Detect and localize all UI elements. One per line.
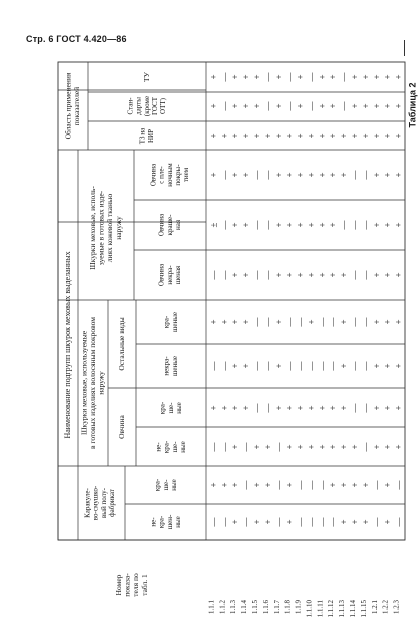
row-number: 1.1.13 (338, 600, 347, 618)
header-inside-film: покры- (173, 164, 182, 186)
cell-mark: — (252, 170, 262, 180)
cell-mark: — (262, 361, 273, 371)
cell-mark: + (208, 482, 219, 488)
cell-mark: + (219, 133, 230, 139)
cell-mark: + (393, 222, 404, 228)
cell-mark: + (328, 222, 339, 228)
cell-mark: + (284, 482, 295, 488)
cell-mark: — (208, 517, 219, 527)
header-number: показа- (122, 573, 132, 597)
cell-mark: — (252, 220, 262, 230)
cell-mark: — (262, 101, 273, 111)
header-ovchina-painted: ше- (166, 402, 175, 414)
row-number: 1.1.5 (251, 600, 259, 614)
cell-mark: + (328, 103, 339, 109)
cell-mark: + (252, 482, 262, 488)
cell-mark: + (306, 444, 317, 450)
header-number: теля по (131, 573, 141, 597)
cell-mark: + (295, 405, 306, 411)
cell-mark: + (273, 405, 284, 411)
cell-mark: — (350, 220, 360, 230)
cell-mark: — (219, 170, 230, 180)
cell-mark: + (339, 363, 350, 369)
cell-mark: + (262, 444, 273, 450)
cell-mark: + (328, 272, 339, 278)
cell-mark: + (230, 482, 241, 488)
cell-mark: + (371, 172, 382, 178)
cell-mark: + (295, 222, 306, 228)
cell-mark: + (284, 272, 295, 278)
cell-mark: + (241, 363, 252, 369)
page-header: Стр. 6 ГОСТ 4.420—86 (26, 34, 127, 44)
cell-mark: — (350, 270, 360, 280)
cell-mark: + (273, 133, 284, 139)
row-number: 1.1.4 (240, 600, 249, 614)
cell-mark: + (219, 319, 230, 325)
header-karakul-painted: кра- (153, 478, 162, 492)
cell-mark: + (219, 482, 230, 488)
cell-mark: — (252, 270, 262, 280)
cell-mark: + (360, 74, 371, 80)
cell-mark: — (360, 317, 371, 327)
cell-mark: — (219, 270, 230, 280)
cell-mark: — (262, 220, 273, 230)
cell-mark: — (306, 101, 317, 111)
cell-mark: + (339, 172, 350, 178)
cell-mark: + (393, 133, 404, 139)
row-number: 1.1.9 (294, 600, 303, 614)
header-karakul-unpainted: не- (149, 517, 158, 527)
cell-mark: + (219, 405, 230, 411)
header-ovchina-painted: кра- (158, 401, 167, 415)
cell-mark: — (360, 220, 371, 230)
cell-mark: — (317, 317, 328, 327)
cell-mark: + (317, 133, 328, 139)
cell-mark: + (241, 319, 252, 325)
cell-mark: + (317, 444, 328, 450)
cell-mark: + (284, 172, 295, 178)
cell-mark: + (306, 172, 317, 178)
cell-mark: + (393, 444, 404, 450)
cell-mark: + (339, 519, 350, 525)
header-inside: лиях кожевой тканью (105, 193, 115, 263)
cell-mark: + (371, 222, 382, 228)
header-area: показателей (72, 86, 82, 126)
cell-mark: + (317, 172, 328, 178)
cell-mark: — (328, 517, 339, 527)
cell-mark: — (328, 361, 339, 371)
cell-mark: + (295, 272, 306, 278)
cell-mark: — (350, 403, 360, 413)
row-number: 1.1.7 (272, 600, 281, 614)
header-other-unpainted: некра- (162, 356, 171, 376)
cell-mark: — (317, 517, 328, 527)
cell-mark: + (371, 444, 382, 450)
cell-mark: + (350, 482, 360, 488)
header-area-standards: ГОСТ (150, 97, 159, 115)
header-area-standards: Стан- (126, 97, 135, 115)
cell-mark: — (295, 480, 306, 490)
cell-mark: + (241, 272, 252, 278)
cell-mark: — (273, 442, 284, 452)
row-number: 1.1.15 (359, 600, 368, 618)
header-area-standards: ОТТ) (158, 98, 167, 114)
cell-mark: + (230, 133, 241, 139)
cell-mark: + (230, 74, 241, 80)
cell-mark: + (339, 272, 350, 278)
header-inside-film: ночным (165, 163, 174, 187)
cell-mark: + (382, 519, 393, 525)
cell-mark: — (360, 270, 371, 280)
cell-mark: — (371, 517, 382, 527)
cell-mark: — (208, 361, 219, 371)
cell-mark: + (230, 363, 241, 369)
header-area-standards: дарты (134, 97, 143, 115)
cell-mark: + (273, 363, 284, 369)
cell-mark: — (317, 361, 328, 371)
header-area-standards: (кроме (142, 95, 151, 117)
cell-mark: — (273, 480, 284, 490)
header-other-painted: шеные (170, 311, 179, 333)
header-inside: наружу (113, 216, 123, 240)
cell-mark: + (371, 74, 382, 80)
cell-mark: — (262, 72, 273, 82)
header-inside-film: тием (181, 167, 190, 183)
cell-mark: + (350, 74, 360, 80)
cell-mark: + (241, 172, 252, 178)
cell-mark: + (284, 133, 295, 139)
cell-mark: + (393, 272, 404, 278)
cell-mark: + (230, 319, 241, 325)
cell-mark: — (306, 480, 317, 490)
cell-mark: + (306, 272, 317, 278)
cell-mark: + (382, 74, 393, 80)
row-number: 1.1.1 (207, 600, 216, 614)
header-karakul-unpainted: шен- (165, 514, 174, 530)
cell-mark: + (339, 405, 350, 411)
cell-mark: — (360, 442, 371, 452)
cell-mark: + (317, 222, 328, 228)
cell-mark: + (284, 405, 295, 411)
cell-mark: + (371, 103, 382, 109)
header-karakul: Каракуле- (83, 488, 92, 518)
cell-mark: + (393, 363, 404, 369)
cell-mark: + (382, 319, 393, 325)
cell-mark: + (252, 444, 262, 450)
row-number: 1.1.2 (218, 600, 227, 614)
cell-mark: — (284, 361, 295, 371)
cell-mark: + (295, 103, 306, 109)
header-group-naming: Наименование подгрупп шкурок меховых выделанных (63, 251, 73, 439)
cell-mark: + (360, 133, 371, 139)
cell-mark: — (393, 517, 404, 527)
cell-mark: + (295, 444, 306, 450)
cell-mark: + (371, 363, 382, 369)
header-inside: зуемые в готовых изде- (96, 190, 106, 266)
cell-mark: + (230, 103, 241, 109)
cell-mark: + (273, 319, 284, 325)
cell-mark: + (371, 319, 382, 325)
row-number: 1.2.1 (370, 600, 379, 614)
cell-mark: + (393, 405, 404, 411)
header-inside-painted: краше- (165, 214, 174, 236)
cell-mark: + (273, 103, 284, 109)
header-inside-painted: Овчина (157, 213, 166, 237)
cell-mark: + (284, 519, 295, 525)
cell-mark: — (350, 361, 360, 371)
header-karakul-unpainted: ные (173, 516, 182, 528)
cell-mark: — (241, 517, 252, 527)
cell-mark: + (393, 74, 404, 80)
header-ovchina-painted: ные (174, 402, 183, 414)
cell-mark: + (208, 133, 219, 139)
cell-mark: + (382, 103, 393, 109)
row-number: 1.2.3 (392, 600, 401, 614)
cell-mark: + (273, 222, 284, 228)
cell-mark: + (360, 519, 371, 525)
header-area: Область применения (63, 72, 73, 140)
cell-mark: — (393, 480, 404, 490)
cell-mark: — (219, 72, 230, 82)
cell-mark: — (371, 480, 382, 490)
cell-mark: + (230, 222, 241, 228)
header-inside-unpainted: шеная (173, 265, 182, 285)
cell-mark: — (295, 317, 306, 327)
cell-mark: + (393, 172, 404, 178)
cell-mark: — (284, 72, 295, 82)
cell-mark: + (306, 133, 317, 139)
row-number: 1.1.12 (327, 600, 336, 618)
row-number: 1.1.11 (316, 600, 325, 618)
cell-mark: — (339, 220, 350, 230)
cell-mark: — (241, 442, 252, 452)
header-inside-unpainted: Овчина (157, 263, 166, 287)
cell-mark: + (295, 172, 306, 178)
cell-mark: — (252, 403, 262, 413)
cell-mark: + (317, 405, 328, 411)
cell-mark: + (230, 444, 241, 450)
cell-mark: + (241, 133, 252, 139)
cell-mark: + (241, 103, 252, 109)
cell-mark: + (382, 272, 393, 278)
cell-mark: + (360, 482, 371, 488)
cell-mark: + (371, 405, 382, 411)
cell-mark: + (328, 133, 339, 139)
cell-mark: + (252, 133, 262, 139)
row-number: 1.1.8 (283, 600, 292, 614)
cell-mark: + (306, 319, 317, 325)
cell-mark: + (273, 172, 284, 178)
cell-mark: + (208, 319, 219, 325)
header-inside-film: с пле- (157, 166, 166, 184)
cell-mark: — (328, 317, 339, 327)
header-karakul: фабрикат (107, 489, 116, 517)
cell-mark: + (208, 172, 219, 178)
cell-mark: + (371, 133, 382, 139)
cell-mark: — (317, 480, 328, 490)
cell-mark: — (208, 442, 219, 452)
header-inside-unpainted: некра- (165, 265, 174, 285)
cell-mark: — (306, 72, 317, 82)
cell-mark: + (252, 74, 262, 80)
cell-mark: + (230, 405, 241, 411)
cell-mark: + (306, 222, 317, 228)
cell-mark: + (382, 444, 393, 450)
cell-mark: + (317, 74, 328, 80)
header-ovchina-unpainted: не- (154, 442, 163, 452)
cell-mark: + (350, 103, 360, 109)
cell-mark: + (328, 482, 339, 488)
cell-mark: + (252, 103, 262, 109)
cell-mark: + (382, 172, 393, 178)
cell-mark: — (350, 317, 360, 327)
cell-mark: + (262, 482, 273, 488)
header-area-tz: НИР (146, 128, 155, 144)
cell-mark: + (241, 222, 252, 228)
cell-mark: + (295, 133, 306, 139)
header-karakul-unpainted: кра- (157, 515, 166, 529)
header-other-painted: кра- (162, 315, 171, 329)
cell-mark: — (252, 361, 262, 371)
cell-mark: + (284, 222, 295, 228)
cell-mark: — (219, 220, 230, 230)
cell-mark: + (230, 272, 241, 278)
cell-mark: + (262, 133, 273, 139)
cell-mark: + (350, 519, 360, 525)
row-number: 1.1.10 (305, 600, 314, 618)
cell-mark: — (339, 101, 350, 111)
cell-mark: + (350, 444, 360, 450)
cell-mark: — (219, 442, 230, 452)
cell-mark: — (219, 361, 230, 371)
cell-mark: + (241, 74, 252, 80)
cell-mark: + (328, 74, 339, 80)
cell-mark: + (382, 482, 393, 488)
header-strip: наружу (96, 371, 106, 395)
cell-mark: — (360, 361, 371, 371)
row-number: 1.1.3 (229, 600, 238, 614)
header-inside-painted: ная (173, 219, 182, 231)
cell-mark: + (350, 133, 360, 139)
cell-mark: + (208, 74, 219, 80)
header-ovchina: Овчина (116, 415, 126, 439)
header-karakul-painted: ные (169, 479, 178, 491)
cell-mark: + (295, 74, 306, 80)
row-number: 1.1.6 (261, 600, 270, 614)
cell-mark: — (306, 517, 317, 527)
cell-mark: + (339, 319, 350, 325)
cell-mark: + (328, 172, 339, 178)
header-other: Остальные виды (116, 317, 126, 371)
header-number: табл. 1 (139, 574, 149, 596)
cell-mark: — (262, 403, 273, 413)
cell-mark: — (262, 270, 273, 280)
header-karakul: во-смушко- (91, 485, 100, 521)
cell-mark: + (317, 103, 328, 109)
cell-mark: — (284, 101, 295, 111)
cell-mark: — (306, 361, 317, 371)
header-strip: Шкурки меховые, используемые (79, 330, 89, 436)
header-other-unpainted: шеные (170, 355, 179, 377)
cell-mark: — (219, 517, 230, 527)
header-inside: Шкурки меховые, исполь- (87, 186, 97, 270)
row-number: 1.2.2 (381, 600, 390, 614)
cell-mark: — (295, 361, 306, 371)
cell-mark: — (262, 170, 273, 180)
row-number: 1.1.14 (349, 600, 357, 618)
cell-mark: + (382, 222, 393, 228)
header-area-tu: ТУ (141, 72, 151, 82)
header-ovchina-unpainted: ше- (170, 441, 179, 453)
header-karakul: вый полу- (99, 488, 108, 518)
cell-mark: + (306, 405, 317, 411)
cell-mark: — (360, 403, 371, 413)
cell-mark: + (208, 103, 219, 109)
header-karakul-painted: ше- (161, 479, 170, 491)
cell-mark: — (360, 170, 371, 180)
cell-mark: + (393, 103, 404, 109)
header-area-tz: ТЗ на (138, 127, 147, 145)
cell-mark: — (339, 72, 350, 82)
cell-mark: — (208, 270, 219, 280)
cell-mark: — (262, 317, 273, 327)
cell-mark: + (382, 133, 393, 139)
cell-mark: + (371, 272, 382, 278)
cell-mark: + (382, 405, 393, 411)
header-ovchina-unpainted: ные (178, 441, 187, 453)
cell-mark: — (350, 170, 360, 180)
cell-mark: + (273, 272, 284, 278)
cell-mark: — (273, 517, 284, 527)
cell-mark: ± (208, 222, 219, 228)
cell-mark: — (252, 317, 262, 327)
cell-mark: + (230, 172, 241, 178)
cell-mark: + (262, 519, 273, 525)
cell-mark: — (219, 101, 230, 111)
cell-mark: + (208, 405, 219, 411)
header-inside-film: Овчина (149, 163, 158, 187)
cell-mark: + (230, 519, 241, 525)
cell-mark: + (339, 444, 350, 450)
cell-mark: + (382, 363, 393, 369)
cell-mark: + (393, 319, 404, 325)
cell-mark: + (360, 103, 371, 109)
cell-mark: + (252, 519, 262, 525)
header-ovchina-unpainted: кра- (162, 440, 171, 454)
cell-mark: + (284, 444, 295, 450)
cell-mark: + (328, 405, 339, 411)
cell-mark: + (339, 482, 350, 488)
cell-mark: + (328, 444, 339, 450)
cell-mark: + (339, 133, 350, 139)
cell-mark: — (295, 517, 306, 527)
cell-mark: — (241, 480, 252, 490)
cell-mark: + (241, 405, 252, 411)
cell-mark: — (284, 317, 295, 327)
header-strip: в готовых изделиях волосяным покровом (87, 317, 97, 449)
cell-mark: + (273, 74, 284, 80)
cell-mark: + (317, 272, 328, 278)
header-number: Номер (113, 574, 123, 596)
table-title: Таблица 2 (407, 82, 418, 128)
